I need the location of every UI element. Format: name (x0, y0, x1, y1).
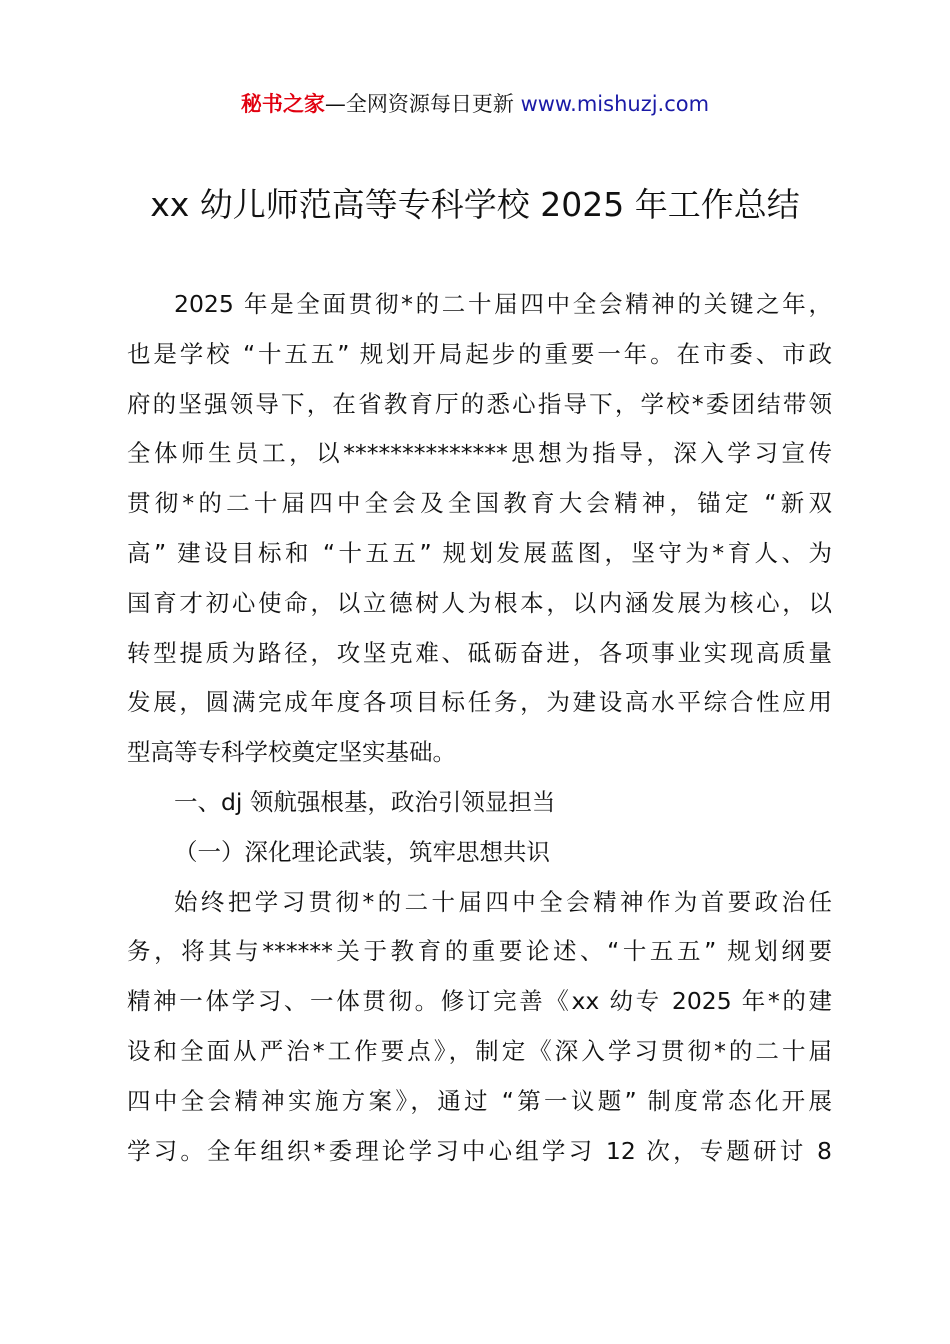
paragraph-line: 型高等专科学校奠定坚实基础。 (127, 738, 456, 767)
intro-paragraph (127, 280, 832, 778)
subsection-heading: （一）深化理论武装，筑牢思想共识 (174, 837, 550, 866)
site-url-link[interactable]: www.mishuzj.com (520, 92, 710, 116)
paragraph-line: 也是学校 “十五五” 规划开局起步的重要一年。在市委、市政 (127, 339, 832, 368)
paragraph-line: 转型提质为路径，攻坚克难、砥砺奋进，各项事业实现高质量 (127, 638, 832, 667)
paragraph-line: 务，将其与******关于教育的重要论述、“十五五” 规划纲要 (127, 937, 832, 966)
header-tagline: —全网资源每日更新 (324, 92, 521, 116)
paragraph-line: 全体师生员工，以**************思想为指导，深入学习宣传 (127, 439, 832, 468)
paragraph-line: 学习。全年组织*委理论学习中心组学习 12 次，专题研讨 8 (127, 1136, 832, 1165)
paragraph-line: 高” 建设目标和 “十五五” 规划发展蓝图，坚守为*育人、为 (127, 538, 832, 567)
document-body (127, 280, 832, 1176)
paragraph-line: 贯彻*的二十届四中全会及全国教育大会精神，锚定 “新双 (127, 489, 832, 518)
paragraph-line: 设和全面从严治*工作要点》，制定《深入学习贯彻*的二十届 (127, 1036, 832, 1065)
paragraph-line: 发展，圆满完成年度各项目标任务，为建设高水平综合性应用 (127, 688, 832, 717)
paragraph-line: 始终把学习贯彻*的二十届四中全会精神作为首要政治任 (174, 887, 832, 916)
document-title: xx 幼儿师范高等专科学校 2025 年工作总结 (150, 185, 800, 224)
section-heading: 一、dj 领航强根基，政治引领显担当 (174, 787, 556, 816)
paragraph-line: 精神一体学习、一体贯彻。修订完善《xx 幼专 2025 年*的建 (127, 987, 832, 1016)
subsection-paragraph (127, 878, 832, 1177)
paragraph-line: 四中全会精神实施方案》，通过 “第一议题” 制度常态化开展 (127, 1086, 832, 1115)
paragraph-line: 国育才初心使命，以立德树人为根本，以内涵发展为核心，以 (127, 588, 832, 617)
site-header (0, 88, 950, 120)
brand-name: 秘书之家 (240, 92, 325, 116)
paragraph-line: 2025 年是全面贯彻*的二十届四中全会精神的关键之年， (174, 290, 832, 318)
paragraph-line: 府的坚强领导下，在省教育厅的悉心指导下，学校*委团结带领 (127, 389, 832, 418)
